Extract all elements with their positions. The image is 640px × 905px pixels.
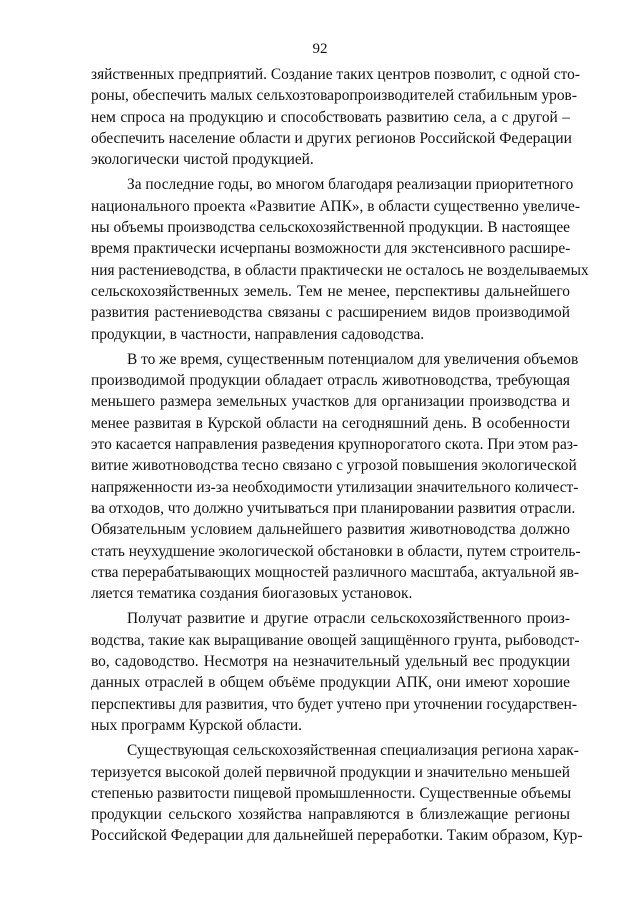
text-line: теризуется высокой долей первичной продукции и значительно меньшей [91, 763, 570, 781]
text-line: Получат развитие и другие отрасли сельскохозяйственного произ- [127, 610, 570, 628]
text-line: водства, такие как выращивание овощей защищённого грунта, рыбоводст- [91, 631, 580, 649]
text-line: ва отходов, что должно учитываться при планировании развития отрасли. [91, 499, 576, 517]
paragraph [91, 174, 589, 344]
text-line: менее развитая в Курской области на сегодняшний день. В особенности [91, 414, 570, 432]
text-line: За последние годы, во многом благодаря реализации приоритетного [127, 176, 574, 194]
text-line: данных отраслей в общем объёме продукции АПК, они имеют хорошие [91, 674, 570, 692]
paragraph [91, 64, 580, 170]
text-line: степенью развитости пищевой промышленности. Существенные объемы [91, 784, 572, 802]
text-line: витие животноводства тесно связано с угрозой повышения экологической [91, 457, 577, 475]
text-line: ния растениеводства, в области практически не осталось не возделываемых [91, 261, 589, 279]
text-line: продукции, в частности, направления садоводства. [91, 325, 425, 343]
text-line: обеспечить население области и других регионов Российской Федерации [91, 129, 572, 147]
text-line: развития растениеводства связаны с расширением видов производимой [91, 304, 570, 322]
text-line: производимой продукции обладает отрасль животноводства, требующая [91, 372, 570, 390]
body-text [91, 64, 589, 847]
text-line: это касается направления разведения крупнорогатого скота. При этом раз- [91, 436, 579, 454]
page-number: 92 [312, 41, 328, 57]
text-line: Российской Федерации для дальнейшей переработки. Таким образом, Кур- [91, 827, 583, 845]
text-line: ны объемы производства сельскохозяйственной продукции. В настоящее [91, 219, 570, 237]
text-line: сельскохозяйственных земель. Тем не менее, перспективы дальнейшего [91, 282, 570, 300]
text-line: ляется тематика создания биогазовых установок. [91, 585, 413, 603]
text-line: напряженности из-за необходимости утилизации значительного количест- [91, 478, 579, 496]
text-line: Обязательным условием дальнейшего развития животноводства должно [91, 521, 570, 539]
text-line: роны, обеспечить малых сельхозтоваропроизводителей стабильным уров- [91, 87, 577, 105]
paragraph [91, 349, 581, 605]
text-line: нем спроса на продукцию и способствовать развитию села, а с другой – [91, 108, 570, 126]
text-line: перспективы для развития, что будет учтено при уточнении государствен- [91, 695, 577, 713]
text-line: Существующая сельскохозяйственная специализация региона харак- [127, 742, 579, 760]
text-line: меньшего размера земельных участков для организации производства и [91, 393, 570, 411]
paragraph [91, 608, 580, 736]
text-line: стать неухудшение экологической обстановки в области, путем строитель- [91, 542, 581, 560]
text-line: время практически исчерпаны возможности для экстенсивного расшире- [91, 240, 571, 258]
text-line: во, садоводство. Несмотря на незначительный удельный вес продукции [91, 653, 570, 671]
text-line: В то же время, существенным потенциалом для увеличения объемов [127, 350, 579, 368]
text-line: ных программ Курской области. [91, 716, 303, 734]
text-line: экологически чистой продукцией. [91, 151, 314, 169]
text-line: продукции сельского хозяйства направляются в близлежащие регионы [91, 806, 570, 824]
text-line: ства перерабатывающих мощностей различного масштаба, актуальной яв- [91, 563, 580, 581]
paragraph [91, 740, 583, 846]
text-line: национального проекта «Развитие АПК», в области существенно увеличе- [91, 197, 580, 215]
text-line: зяйственных предприятий. Создание таких центров позволит, с одной сто- [91, 66, 580, 83]
